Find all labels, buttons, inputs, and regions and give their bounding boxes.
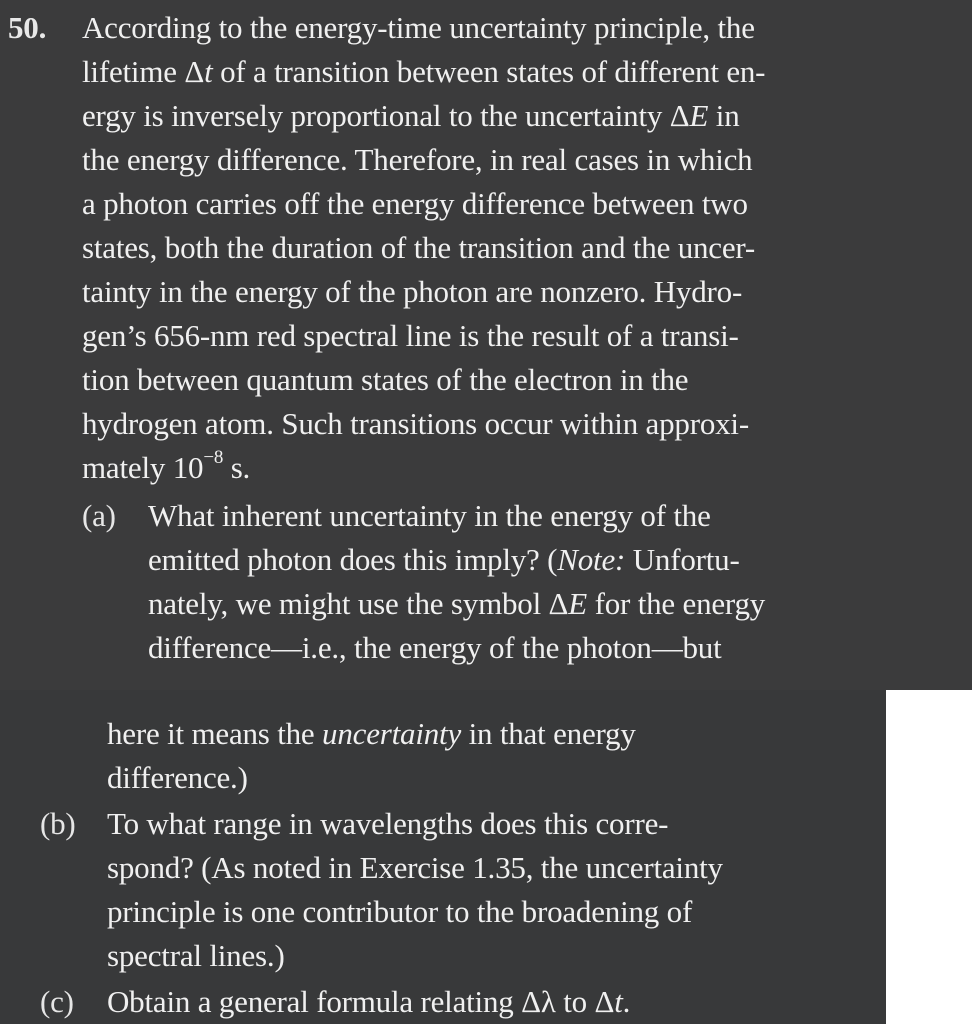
part-a-line-5: here it means the uncertainty in that energy — [107, 716, 636, 751]
intro-line-5: a photon carries off the energy difference between two — [82, 186, 748, 221]
part-a-line-3: nately, we might use the symbol ΔE for the energy — [148, 586, 766, 621]
part-a-line-2: emitted photon does this imply? (Note: Unfortu- — [148, 542, 740, 577]
intro-line-4: the energy difference. Therefore, in real cases in which — [82, 142, 753, 177]
intro-last-suffix: s. — [223, 450, 251, 485]
exponent: −8 — [203, 446, 224, 468]
intro-line-6: states, both the duration of the transition and the uncer- — [82, 230, 756, 265]
part-b-label: (b) — [40, 806, 76, 841]
intro-line-7: tainty in the energy of the photon are nonzero. Hydro- — [82, 274, 743, 309]
part-a-line-4: difference—i.e., the energy of the photon—but — [148, 630, 722, 665]
part-b-line-3: principle is one contributor to the broadening of — [107, 894, 693, 929]
part-a-line-6: difference.) — [107, 760, 248, 795]
part-c-line-1: Obtain a general formula relating Δλ to Δt. — [107, 984, 631, 1019]
intro-line-9: tion between quantum states of the electron in the — [82, 362, 689, 397]
problem-number: 50. — [8, 10, 47, 45]
intro-line-1: According to the energy-time uncertainty principle, the — [82, 10, 755, 45]
intro-line-10: hydrogen atom. Such transitions occur within approxi- — [82, 406, 749, 441]
intro-line-3: ergy is inversely proportional to the uncertainty ΔE in — [82, 98, 740, 133]
intro-line-8: gen’s 656-nm red spectral line is the result of a transi- — [82, 318, 739, 353]
intro-line-2: lifetime Δt of a transition between states of different en- — [82, 54, 766, 89]
intro-line-11 — [82, 446, 250, 490]
part-b-line-2: spond? (As noted in Exercise 1.35, the uncertainty — [107, 850, 723, 885]
part-a-line-1: What inherent uncertainty in the energy of the — [148, 498, 711, 533]
part-c-label: (c) — [40, 984, 74, 1019]
part-b-line-4: spectral lines.) — [107, 938, 285, 973]
part-b-line-1: To what range in wavelengths does this corre- — [107, 806, 669, 841]
intro-last-prefix: mately 10 — [82, 450, 204, 485]
part-a-label: (a) — [82, 498, 116, 533]
